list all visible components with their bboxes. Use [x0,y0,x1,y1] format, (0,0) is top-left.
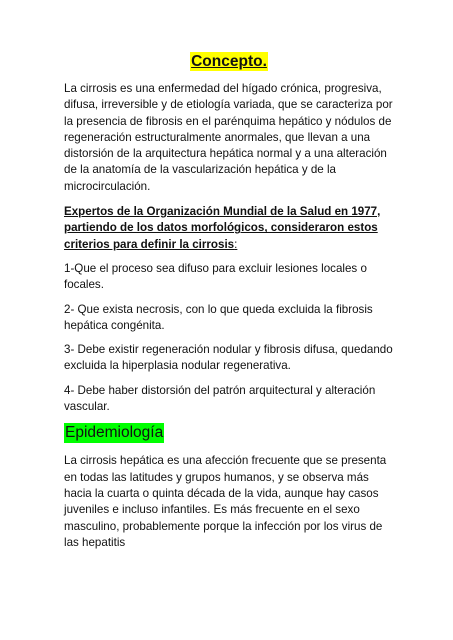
criterion-3: 3- Debe existir regeneración nodular y fibrosis difusa, quedando excluida la hiperplasia nodular regenerativa. [64,343,393,373]
criterion-4: 4- Debe haber distorsión del patrón arquitectural y alteración vascular. [64,383,376,414]
criterion-1: 1-Que el proceso sea difuso para excluir lesiones locales o focales. [64,261,367,292]
experts-statement-colon: : [234,237,238,251]
experts-statement-text: Expertos de la Organización Mundial de la Salud en 1977, partiendo de los datos morfológicos, consideraron estos criterios para definir la cirrosis [64,205,381,251]
epidemiology-paragraph: La cirrosis hepática es una afección frecuente que se presenta en todas las latitudes y grupos humanos, y se observa más hacia la cuarta o quinta década de la vida, aunque hay casos juveniles e incluso infantiles. Es más frecuente en el sexo masculino, probablemente porque la infección por los virus de las hepatitis [64,454,387,549]
intro-paragraph: La cirrosis es una enfermedad del hígado crónica, progresiva, difusa, irreversible y de etiología variada, que se caracteriza por la presencia de fibrosis en el parénquima hepático y nódulos de regeneración estructuralmente anormales, que llevan a una distorsión de la arquitectura hepática normal y a una alteración de la anatomía de la vascularización hepática y de la microcirculación. [64,82,393,193]
criterion-2: 2- Que exista necrosis, con lo que queda excluida la fibrosis hepática congénita. [64,302,373,332]
experts-statement [64,204,394,253]
section-title-epidemiologia: Epidemiología [65,424,164,442]
title-container [64,52,394,71]
section-heading-container [64,423,394,443]
page-title: Concepto. [191,53,267,70]
document-content [64,52,394,559]
